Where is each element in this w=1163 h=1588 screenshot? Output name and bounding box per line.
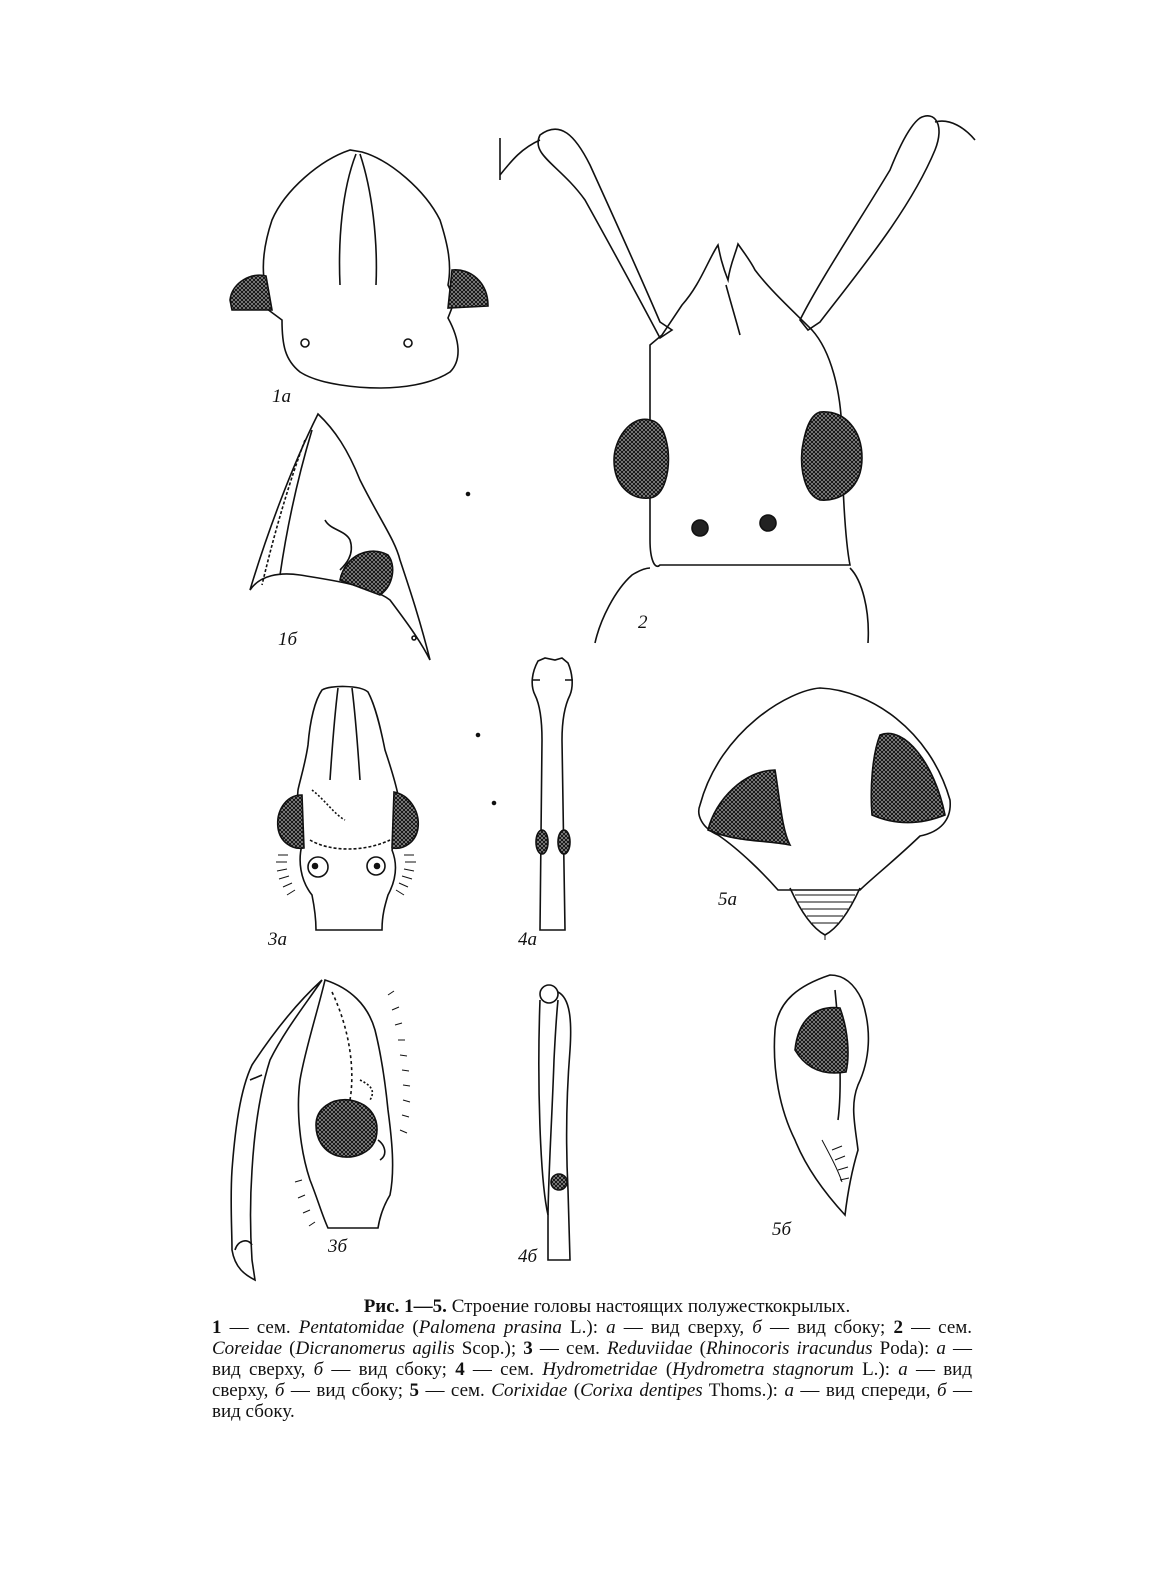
caption-body [212,1317,972,1422]
author: L. [853,1359,879,1380]
author: L. [561,1317,587,1338]
eye-left [614,419,668,498]
paren-close: ): [878,1359,899,1380]
figure-5b-corixidae-head-side-view [774,975,868,1215]
figure-3b-reduviidae-head-side-view [231,980,410,1280]
antenna-right [800,116,939,330]
item-number: 1 [212,1317,222,1338]
figure-4a-hydrometridae-head-top-view [477,658,574,930]
caption-title [242,1296,972,1317]
item-prefix: — сем. [464,1359,543,1380]
label-1a: 1a [272,386,291,407]
item-prefix: — сем. [532,1338,608,1359]
label-5b: 5б [772,1219,792,1240]
view-letter-a: а [936,1338,946,1359]
view-a-text: — вид спереди, [793,1380,937,1401]
label-1b: 1б [278,629,298,650]
eye-left [536,830,548,854]
author: Thoms. [702,1380,767,1401]
family-name: Hydrometridae [542,1359,658,1380]
family-name: Corixidae [491,1380,568,1401]
eye [551,1174,567,1190]
eye-right [392,792,418,848]
paren-close: ); [504,1338,517,1359]
view-a-text: — вид сверху, [615,1317,753,1338]
paren-close: ): [586,1317,607,1338]
eye-left [230,275,272,310]
figure-caption [212,1296,972,1422]
eye-left [278,795,304,848]
item-prefix: — сем. [418,1380,492,1401]
figure-1a-head-top-view [230,150,488,388]
item-number: 3 [523,1338,533,1359]
caption-figure-number: Рис. 1—5. [363,1296,447,1317]
species-name: Dicranomerus agilis [295,1338,455,1359]
paren-close: ): [917,1338,937,1359]
view-b-text: — вид сбоку. [212,1380,973,1422]
label-5a: 5a [718,889,737,910]
view-letter-a: а [606,1317,616,1338]
figure-1b-head-side-view [250,414,470,660]
eye-right [448,270,488,308]
species-name: Hydrometra stagnorum [672,1359,854,1380]
view-letter-b: б [936,1380,947,1401]
species-name: Corixa dentipes [580,1380,703,1401]
paren-close: ): [766,1380,785,1401]
caption-item-1 [212,1317,893,1338]
eye [340,551,393,595]
figure-3a-reduviidae-head-top-view [276,686,418,930]
caption-title-text: Строение головы настоящих полужесткокрылых. [451,1296,851,1317]
species-name: Palomena prasina [418,1317,562,1338]
label-4a: 4a [518,929,537,950]
ocellus-left [692,520,708,536]
label-3a: 3a [268,929,287,950]
item-number: 4 [455,1359,465,1380]
family-name: Reduviidae [607,1338,693,1359]
item-prefix: — сем. [902,1317,973,1338]
eye-left [708,770,790,845]
figure-2-coreidae-head [500,116,975,643]
view-b-text: — вид сбоку; [323,1359,447,1380]
item-prefix: — сем. [221,1317,299,1338]
item-number: 5 [409,1380,419,1401]
view-letter-a: а [784,1380,794,1401]
paren-open: ( [282,1338,296,1359]
pronotum [595,568,868,643]
author: Scop. [454,1338,505,1359]
view-letter-b: б [752,1317,762,1338]
view-letter-b: б [274,1380,285,1401]
paren-open: ( [657,1359,673,1380]
species-name: Rhinocoris iracundus [705,1338,873,1359]
antenna-left [538,129,672,338]
eye [316,1100,377,1157]
view-letter-a: а [898,1359,908,1380]
eye [795,1008,848,1073]
eye-right [558,830,570,854]
figure-4b-hydrometridae-head-side-view [539,985,571,1260]
family-name: Pentatomidae [298,1317,405,1338]
eye-right [871,733,945,822]
label-2: 2 [638,612,648,633]
ocellus-right [404,339,412,347]
label-3b: 3б [328,1236,348,1257]
paren-open: ( [404,1317,419,1338]
author: Poda [872,1338,918,1359]
ocellus-left [301,339,309,347]
family-name: Coreidae [212,1338,283,1359]
view-a-text: — вид сверху, [212,1359,972,1401]
eye-right [802,412,862,500]
view-b-text: — вид сбоку; [761,1317,886,1338]
paren-open: ( [692,1338,706,1359]
label-4b: 4б [518,1246,538,1267]
ocellus-right [760,515,776,531]
paren-open: ( [567,1380,581,1401]
view-b-text: — вид сбоку; [284,1380,403,1401]
view-letter-b: б [313,1359,324,1380]
view-a-text: — вид сверху, [212,1338,973,1380]
item-number: 2 [893,1317,903,1338]
